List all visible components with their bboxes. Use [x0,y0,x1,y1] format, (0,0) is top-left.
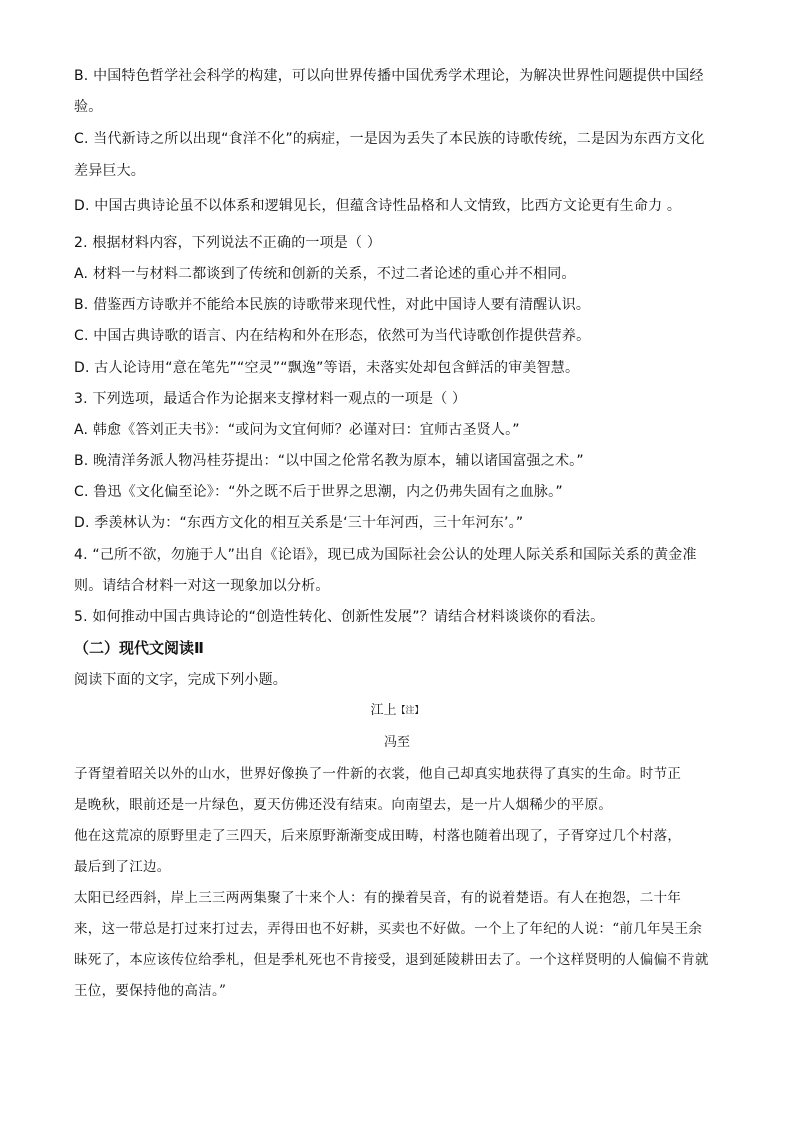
q2-option-c: C. 中国古典诗歌的语言、内在结构和外在形态，依然可为当代诗歌创作提供营养。 [74,328,591,344]
story-p3-line1: 太阳已经西斜，岸上三三两两集聚了十来个人：有的操着吴音，有的说着楚语。有人在抱怨，二十年 [74,890,682,906]
q2-option-a: A. 材料一与材料二都谈到了传统和创新的关系，不过二者论述的重心并不相同。 [74,266,576,282]
q3-option-b: B. 晚清洋务派人物冯桂芬提出：“以中国之伦常名教为原本，辅以诸国富强之术。” [74,453,584,469]
q1-option-b-line1: B. 中国特色哲学社会科学的构建，可以向世界传播中国优秀学术理论，为解决世界性问题提供中国经 [74,68,704,84]
q1-option-d: D. 中国古典诗论虽不以体系和逻辑见长，但蕴含诗性品格和人文情致，比西方文论更有生命力 。 [74,198,682,214]
story-p3-line2: 来，这一带总是打过来打过去，弄得田也不好耕，买卖也不好做。一个上了年纪的人说：“前几年吴王余 [74,921,703,937]
q3-option-c: C. 鲁迅《文化偏至论》：“外之既不后于世界之思潮，内之仍弗失固有之血脉。” [74,484,563,500]
story-p1-line2: 是晚秋，眼前还是一片绿色，夏天仿佛还没有结束。向南望去，是一片人烟稀少的平原。 [74,797,613,813]
q5-line1: 5. 如何推动中国古典诗论的“创造性转化、创新性发展”？请结合材料谈谈你的看法。 [74,609,605,625]
story-author: 冯至 [383,735,410,750]
story-p1-line1: 子胥望着昭关以外的山水，世界好像换了一件新的衣裳，他自己却真实地获得了真实的生命。时节正 [74,766,682,782]
q3-option-d: D. 季羡林认为：“东西方文化的相互关系是‘三十年河西，三十年河东’。” [74,515,524,531]
q4-line2: 则。请结合材料一对这一现象加以分析。 [74,578,330,594]
story-p3-line4: 王位，要保持他的高洁。” [74,983,227,999]
section-heading: （二）现代文阅读Ⅱ [74,639,204,657]
story-p2-line2: 最后到了江边。 [74,859,171,875]
q1-option-b-line2: 验。 [74,99,103,115]
story-p3-line3: 昧死了，本应该传位给季札，但是季札死也不肯接受，退到延陵耕田去了。一个这样贤明的人偏偏不肯就 [74,952,709,968]
story-title-text: 江上 [370,703,397,718]
story-p2-line1: 他在这荒凉的原野里走了三四天，后来原野渐渐变成田畴，村落也随着出现了，子胥穿过几个村落， [74,828,682,844]
q2-option-b: B. 借鉴西方诗歌并不能给本民族的诗歌带来现代性，对此中国诗人要有清醒认识。 [74,297,591,313]
story-title [0,701,794,721]
q2-stem: 2. 根据材料内容，下列说法不正确的一项是（ ） [74,235,382,251]
q3-option-a: A. 韩愈《答刘正夫书》：“或问为文宜何师？必谨对曰：宜师古圣贤人。” [74,422,520,438]
q1-option-c-line2: 差异巨大。 [74,163,145,179]
q4-line1: 4. “己所不欲，勿施于人”出自《论语》，现已成为国际社会公认的处理人际关系和国际关系的黄金准 [74,547,697,563]
q3-stem: 3. 下列选项，最适合作为论据来支撑材料一观点的一项是（ ） [74,391,467,407]
section-instruction: 阅读下面的文字，完成下列小题。 [74,672,287,688]
story-title-note: 【注】 [396,706,424,716]
q1-option-c-line1: C. 当代新诗之所以出现“食洋不化”的病症，一是因为丢失了本民族的诗歌传统，二是因为东西方文化 [74,131,705,147]
q2-option-d: D. 古人论诗用“意在笔先”“空灵”“飘逸”等语，未落实处却包含鲜活的审美智慧。 [74,360,580,376]
